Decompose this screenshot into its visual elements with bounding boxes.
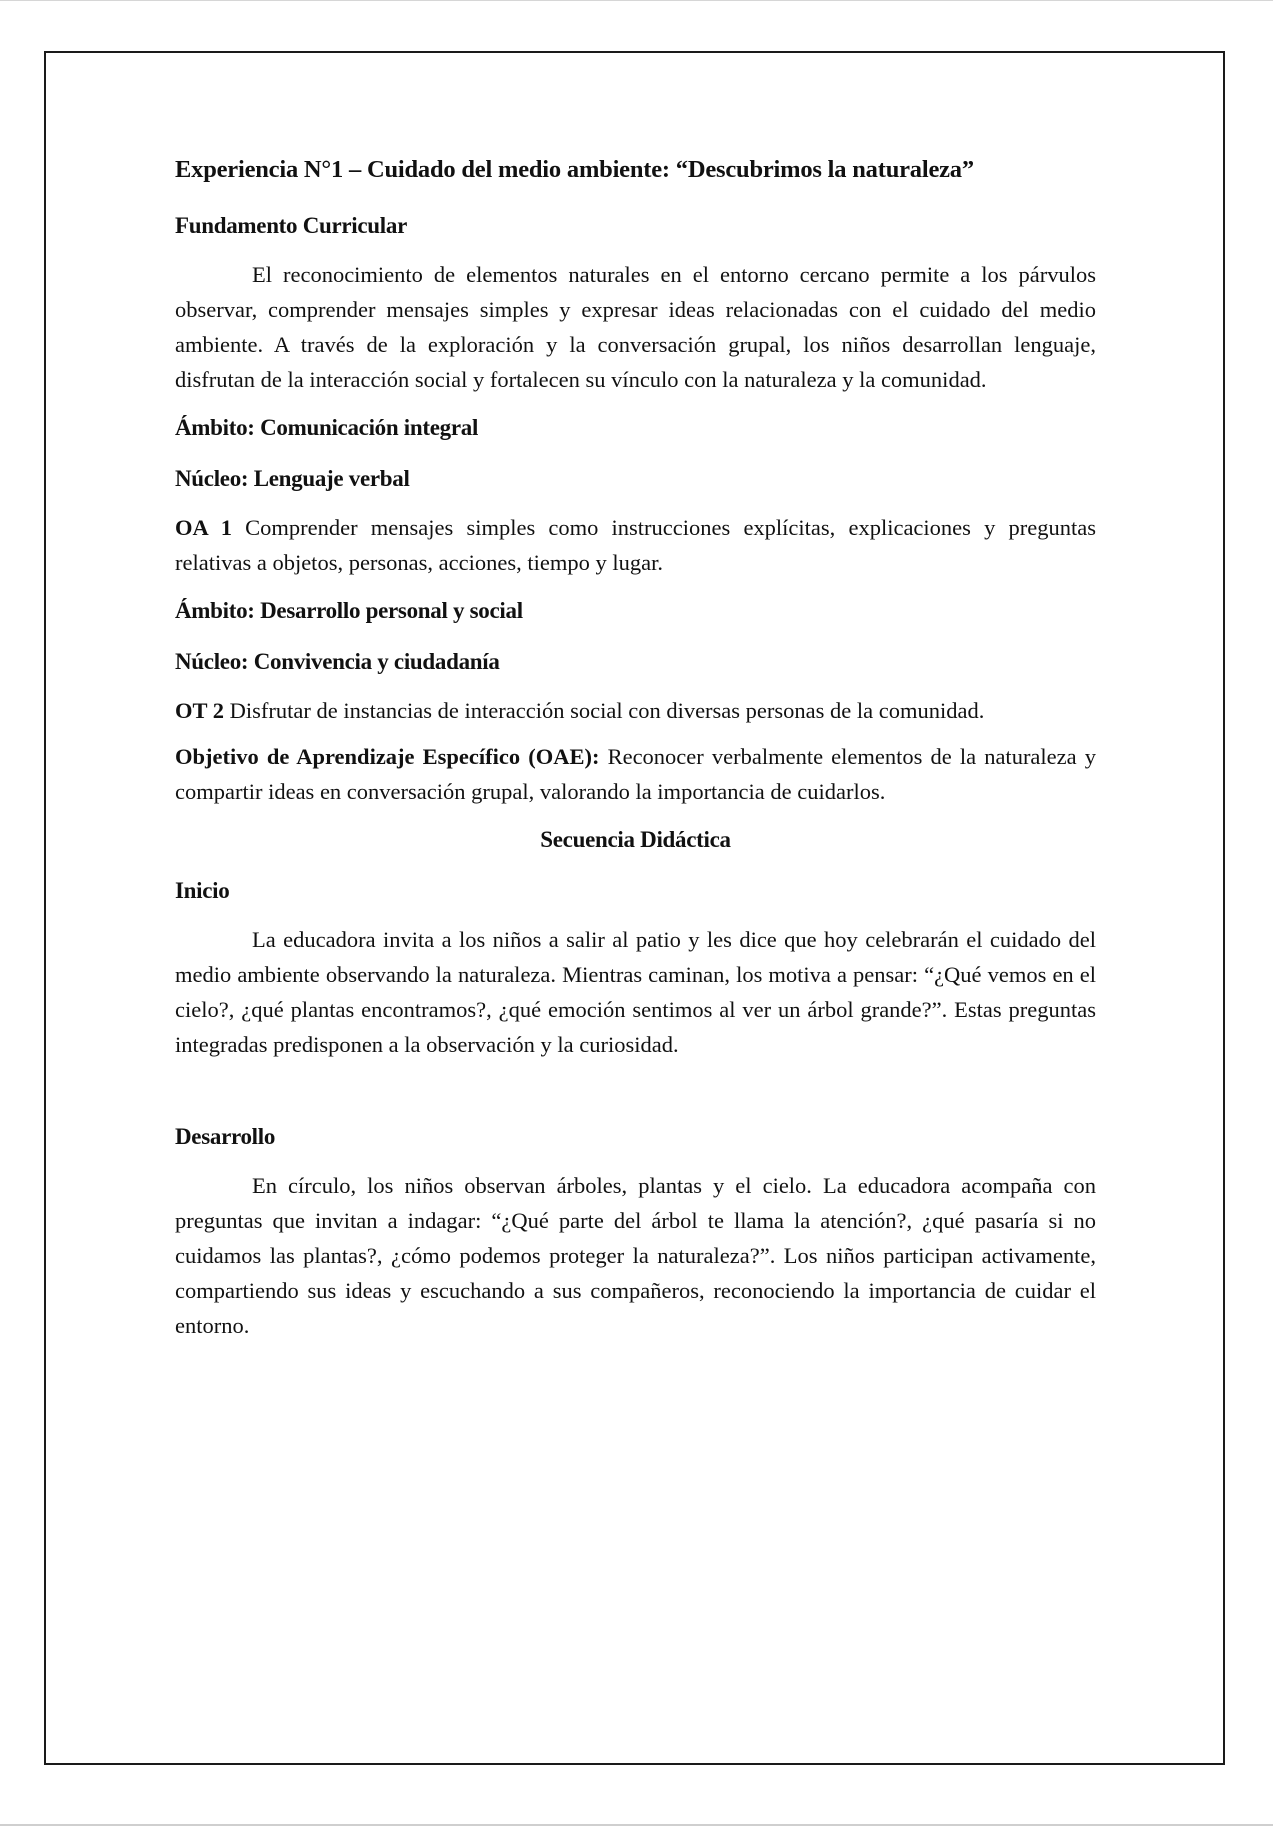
oae-label: Objetivo de Aprendizaje Específico (OAE):: [175, 744, 600, 769]
ambito-comunicacion-heading: Ámbito: Comunicación integral: [175, 415, 479, 440]
bottom-rule: [0, 1824, 1273, 1826]
document-body: [175, 150, 1096, 1354]
oae-paragraph: [175, 739, 1096, 809]
ot2-label: OT 2: [175, 698, 224, 723]
ambito-desarrollo-heading: Ámbito: Desarrollo personal y social: [175, 598, 523, 623]
oa1-paragraph: [175, 510, 1096, 580]
ot2-text: Disfrutar de instancias de interacción social con diversas personas de la comunidad.: [229, 698, 985, 723]
secuencia-heading: Secuencia Didáctica: [540, 827, 731, 852]
fundamento-heading: Fundamento Curricular: [175, 213, 407, 238]
inicio-paragraph: La educadora invita a los niños a salir al patio y les dice que hoy celebrarán el cuidado del medio ambiente observando la naturaleza. Mientras caminan, los motiva a pensar: “¿Qué vemos en el cielo?, ¿qué plantas encontramos?, ¿qué emoción sentimos al ver un árbol grande?”. Estas preguntas integradas predisponen a la observación y la curiosidad.: [175, 927, 1096, 1057]
top-rule: [0, 0, 1273, 1]
oa1-text: Comprender mensajes simples como instrucciones explícitas, explicaciones y preguntas relativas a objetos, personas, acciones, tiempo y lugar.: [175, 515, 1097, 575]
oa1-label: OA 1: [175, 515, 232, 540]
ot2-paragraph: [175, 693, 1096, 728]
document-title: Experiencia N°1 – Cuidado del medio ambiente: “Descubrimos la naturaleza”: [175, 156, 974, 183]
inicio-heading: Inicio: [175, 878, 230, 903]
nucleo-convivencia-heading: Núcleo: Convivencia y ciudadanía: [175, 649, 500, 674]
nucleo-lenguaje-heading: Núcleo: Lenguaje verbal: [175, 466, 410, 491]
fundamento-paragraph: El reconocimiento de elementos naturales en el entorno cercano permite a los párvulos observar, comprender mensajes simples y expresar ideas relacionadas con el cuidado del medio ambiente. A través de la exploración y la conversación grupal, los niños desarrollan lenguaje, disfrutan de la interacción social y fortalecen su vínculo con la naturaleza y la comunidad.: [175, 262, 1096, 392]
oae-text: Reconocer verbalmente elementos de la naturaleza y compartir ideas en conversación grupal, valorando la importancia de cuidarlos.: [175, 744, 1096, 804]
desarrollo-heading: Desarrollo: [175, 1124, 276, 1149]
blank-space: [175, 1073, 1096, 1117]
desarrollo-paragraph: En círculo, los niños observan árboles, plantas y el cielo. La educadora acompaña con preguntas que invitan a indagar: “¿Qué parte del árbol te llama la atención?, ¿qué pasaría si no cuidamos las plantas?, ¿cómo podemos proteger la naturaleza?”. Los niños participan activamente, compartiendo sus ideas y escuchando a sus compañeros, reconociendo la importancia de cuidar el entorno.: [175, 1173, 1096, 1338]
